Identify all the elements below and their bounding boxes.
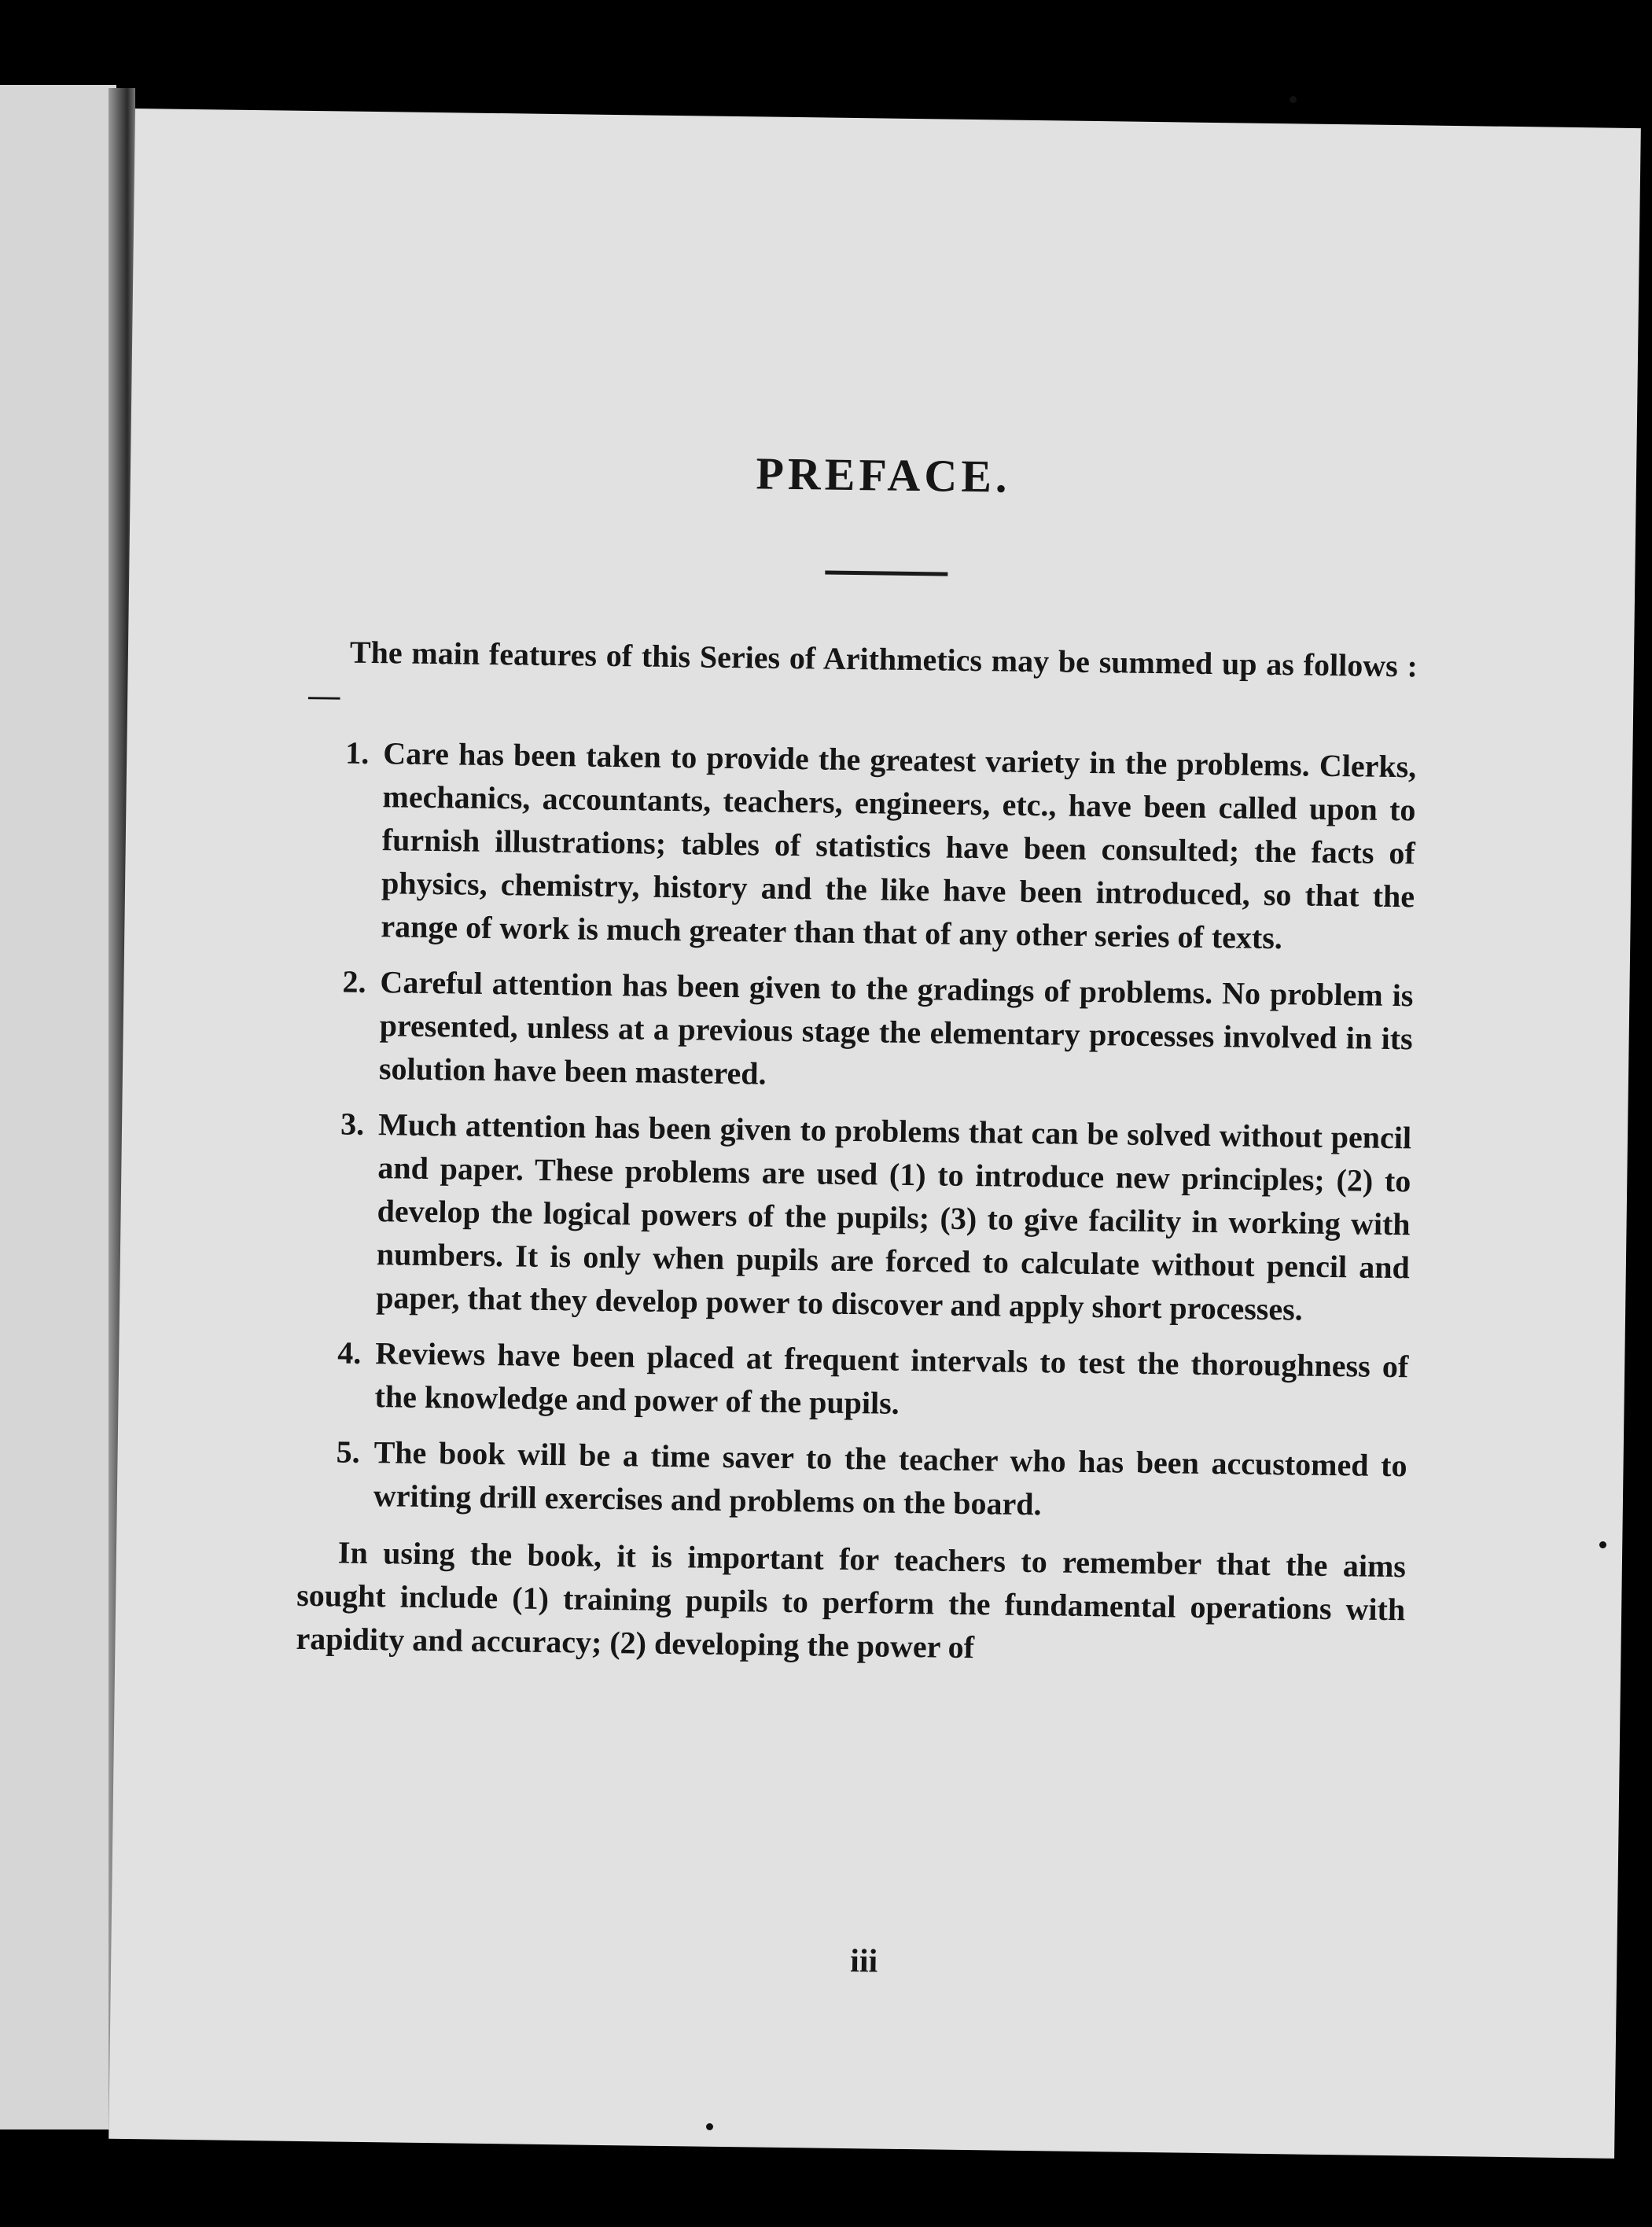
feature-list [298,731,1417,1530]
feature-number: 3. [340,1106,365,1142]
intro-paragraph: The main features of this Series of Arithmetics may be summed up as follows :— [307,634,1418,713]
preface-body [296,630,1418,1674]
closing-paragraph: In using the book, it is important for teachers to remember that the aims sought include (1) training pupils to perform the fundamental operations with rapidity and accuracy; (2) developing the power of [296,1534,1407,1666]
page-content [109,109,1641,2159]
feature-number: 5. [336,1434,360,1470]
feature-item-1 [305,731,1416,961]
scan-speck [1290,96,1297,103]
feature-item-4 [299,1331,1408,1431]
page-title: PREFACE. [756,447,1011,502]
book-page [109,109,1641,2159]
title-rule [825,571,947,576]
scan-speck [706,2123,713,2130]
scan-speck [1599,1541,1606,1548]
feature-number: 1. [345,734,370,771]
feature-text: The book will be a time saver to the teacher who has been accustomed to writing drill exercises and problems on the board. [373,1434,1407,1522]
feature-item-5 [298,1430,1407,1530]
page-number: iii [849,1943,878,1980]
feature-item-3 [300,1102,1411,1332]
feature-number: 4. [337,1334,362,1371]
feature-text: Much attention has been given to problems that can be solved without pencil and paper. These problems are used (1) to introduce new principles; (2) to develop the logical powers of the pupils; (3) to give facility in working with numbers. It is only when pupils are forced to calculate without pencil and paper, that they develop power to discover and apply short processes. [375,1106,1412,1327]
facing-page-edge [0,85,116,2129]
feature-number: 2. [342,963,366,999]
feature-item-2 [304,959,1414,1103]
feature-text: Careful attention has been given to the gradings of problems. No problem is presented, unless at a previous stage the elementary processes involved in its solution have been mastered. [378,964,1414,1091]
feature-text: Reviews have been placed at frequent intervals to test the thoroughness of the knowledge and power of the pupils. [374,1335,1409,1421]
feature-text: Care has been taken to provide the greatest variety in the problems. Clerks, mechanics, accountants, teachers, engineers, etc., have been called upon to furnish illustrations; tables of statistics have been consulted; the facts of physics, chemistry, history and the like have been introduced, so that the range of work is much greater than that of any other series of texts. [381,735,1417,956]
